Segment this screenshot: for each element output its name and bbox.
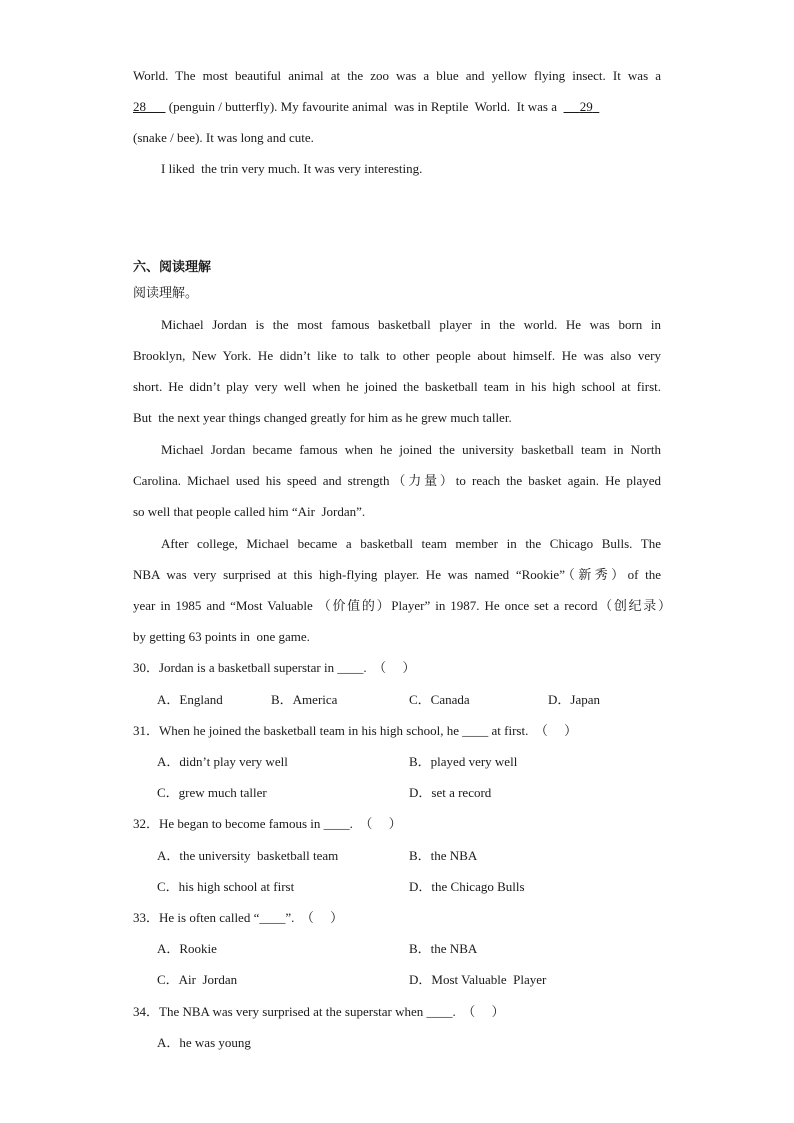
question-32-option-d[interactable]: D．the Chicago Bulls xyxy=(409,879,525,894)
question-30-stem: 30．Jordan is a basketball superstar in ____. （ ） xyxy=(133,660,416,675)
prev-passage-line-4: I liked the trin very much. It was very interesting. xyxy=(161,161,423,176)
question-34-stem: 34．The NBA was very surprised at the superstar when ____. （ ） xyxy=(133,1004,505,1019)
question-33-option-b[interactable]: B．the NBA xyxy=(409,941,478,956)
question-31-stem: 31．When he joined the basketball team in his high school, he ____ at first. （ ） xyxy=(133,723,578,738)
question-30-option-c[interactable]: C．Canada xyxy=(409,692,470,707)
passage-p1-line-3: short. He didn’t play very well when he joined the basketball team in his high school at first. xyxy=(133,379,661,394)
passage-p3-line-1: After college, Michael became a basketball team member in the Chicago Bulls. The xyxy=(161,536,661,551)
passage-p1-line-1: Michael Jordan is the most famous basketball player in the world. He was born in xyxy=(161,317,661,332)
blank-29-underline-tail xyxy=(593,99,600,114)
passage-p3-line-2: NBA was very surprised at this high-flying player. He was named “Rookie”（新秀）of the xyxy=(133,567,661,582)
prev-passage-line-3: (snake / bee). It was long and cute. xyxy=(133,130,314,145)
question-32-option-b[interactable]: B．the NBA xyxy=(409,848,478,863)
question-32-option-a[interactable]: A．the university basketball team xyxy=(157,848,339,863)
blank-28-underline xyxy=(146,99,166,114)
prev-passage-line-2 xyxy=(133,99,599,115)
passage-p2-line-3: so well that people called him “Air Jordan”. xyxy=(133,504,366,519)
question-32-stem: 32．He began to become famous in ____. （ ） xyxy=(133,816,402,831)
question-33-option-c[interactable]: C．Air Jordan xyxy=(157,972,238,987)
passage-p3-line-3: year in 1985 and “Most Valuable （价值的）Player” in 1987. He once set a record（创纪录） xyxy=(133,598,671,613)
question-31-option-c[interactable]: C．grew much taller xyxy=(157,785,267,800)
passage-p2-line-1: Michael Jordan became famous when he joined the university basketball team in North xyxy=(161,442,661,457)
question-31-option-a[interactable]: A．didn’t play very well xyxy=(157,754,288,769)
question-31-option-d[interactable]: D．set a record xyxy=(409,785,492,800)
section-subheading: 阅读理解。 xyxy=(133,286,199,301)
question-30-option-b[interactable]: B．America xyxy=(271,692,338,707)
passage-p1-line-4: But the next year things changed greatly for him as he grew much taller. xyxy=(133,410,512,425)
blank-28: 28 xyxy=(133,99,146,114)
question-30-option-a[interactable]: A．England xyxy=(157,692,223,707)
passage-p3-line-4: by getting 63 points in one game. xyxy=(133,629,310,644)
section-heading: 六、阅读理解 xyxy=(133,260,212,275)
passage-p2-line-2: Carolina. Michael used his speed and strength（力量）to reach the basket again. He played xyxy=(133,473,661,488)
question-32-option-c[interactable]: C．his high school at first xyxy=(157,879,295,894)
question-30-option-d[interactable]: D．Japan xyxy=(548,692,600,707)
question-33-stem: 33．He is often called “____”. （ ） xyxy=(133,910,344,925)
blank-29-underline-lead xyxy=(564,99,580,114)
question-34-option-a[interactable]: A．he was young xyxy=(157,1035,251,1050)
prev-passage-line-1: World. The most beautiful animal at the zoo was a blue and yellow flying insect. It was a xyxy=(133,68,661,83)
passage-p1-line-2: Brooklyn, New York. He didn’t like to talk to other people about himself. He was also very xyxy=(133,348,661,363)
blank-29: 29 xyxy=(579,99,593,114)
question-33-option-a[interactable]: A．Rookie xyxy=(157,941,217,956)
question-33-option-d[interactable]: D．Most Valuable Player xyxy=(409,972,547,987)
prev-passage-line-2-text: (penguin / butterfly). My favourite animal was in Reptile World. It was a xyxy=(165,99,558,114)
question-31-option-b[interactable]: B．played very well xyxy=(409,754,518,769)
